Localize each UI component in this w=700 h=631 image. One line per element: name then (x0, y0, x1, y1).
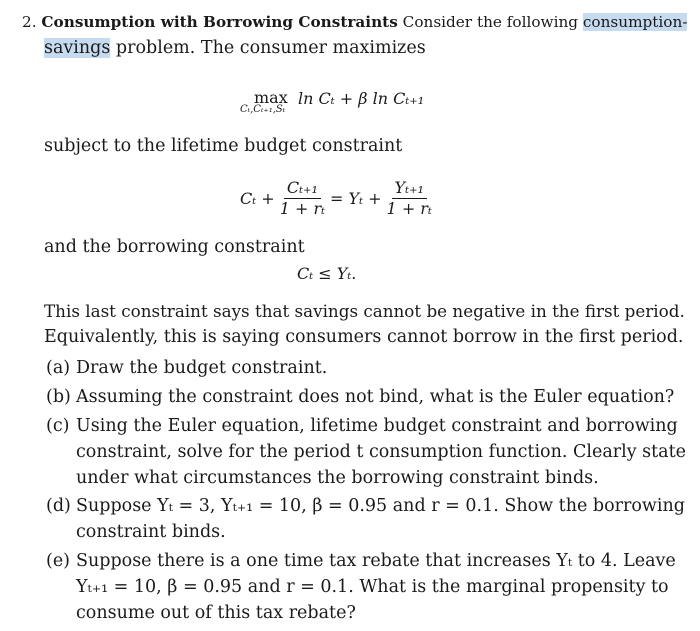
item-b-line-1: Assuming the constraint does not bind, what is the Euler equation? (76, 387, 675, 407)
item-d-line-2: constraint binds. (76, 522, 226, 542)
item-e-line-2: Yₜ₊₁ = 10, β = 0.95 and r = 0.1. What is the marginal propensity to (76, 577, 669, 597)
budget-fraction-1 (277, 179, 328, 218)
item-b-label: (b) (46, 387, 71, 407)
max-subscript: Cₜ,Cₜ₊₁,Sₜ (240, 104, 286, 115)
item-d-line-1: Suppose Yₜ = 3, Yₜ₊₁ = 10, β = 0.95 and r = 0.1. Show the borrowing (76, 496, 685, 516)
problem-heading (22, 10, 687, 34)
problem-intro-line-2 (44, 36, 426, 60)
item-a-line-1: Draw the budget constraint. (76, 358, 328, 378)
budget-fraction-2 (384, 179, 435, 218)
problem-number: 2. (22, 13, 37, 31)
paragraph-line-1: This last constraint says that savings cannot be negative in the first period. (44, 301, 685, 321)
borrowing-constraint-text: and the borrowing constraint (44, 237, 305, 257)
budget-lhs: Cₜ + (240, 188, 275, 208)
item-c-line-1: Using the Euler equation, lifetime budget constraint and borrowing (76, 416, 678, 436)
highlighted-text-2: savings (44, 38, 111, 58)
item-d-label: (d) (46, 496, 71, 516)
highlighted-text-1: consumption- (582, 13, 688, 31)
problem-title: Consumption with Borrowing Constraints (41, 13, 398, 31)
item-c-line-2: constraint, solve for the period t consumption function. Clearly state (76, 442, 687, 462)
item-a-label: (a) (46, 358, 71, 378)
item-c-label: (c) (46, 416, 70, 436)
fraction-1-numerator: Cₜ₊₁ (284, 179, 321, 199)
objective-expression: ln Cₜ + β ln Cₜ₊₁ (298, 89, 425, 108)
budget-middle: = Yₜ + (330, 188, 382, 208)
item-e-line-1: Suppose there is a one time tax rebate that increases Yₜ to 4. Leave (76, 551, 676, 571)
max-operator: max (254, 88, 288, 107)
fraction-2-denominator: 1 + rₜ (386, 198, 432, 218)
fraction-2-numerator: Yₜ₊₁ (392, 179, 427, 199)
paragraph-line-2: Equivalently, this is saying consumers cannot borrow in the first period. (44, 327, 684, 347)
borrowing-constraint-equation: Cₜ ≤ Yₜ. (297, 264, 357, 283)
item-e-label: (e) (46, 551, 71, 571)
item-c-line-3: under what circumstances the borrowing constraint binds. (76, 468, 599, 488)
fraction-1-denominator: 1 + rₜ (279, 198, 326, 218)
intro-text: Consider the following (397, 13, 583, 31)
subject-to-text: subject to the lifetime budget constraint (44, 136, 403, 156)
intro-text-2: problem. The consumer maximizes (110, 38, 426, 58)
budget-constraint-equation (240, 176, 437, 220)
item-e-line-3: consume out of this tax rebate? (76, 603, 356, 623)
